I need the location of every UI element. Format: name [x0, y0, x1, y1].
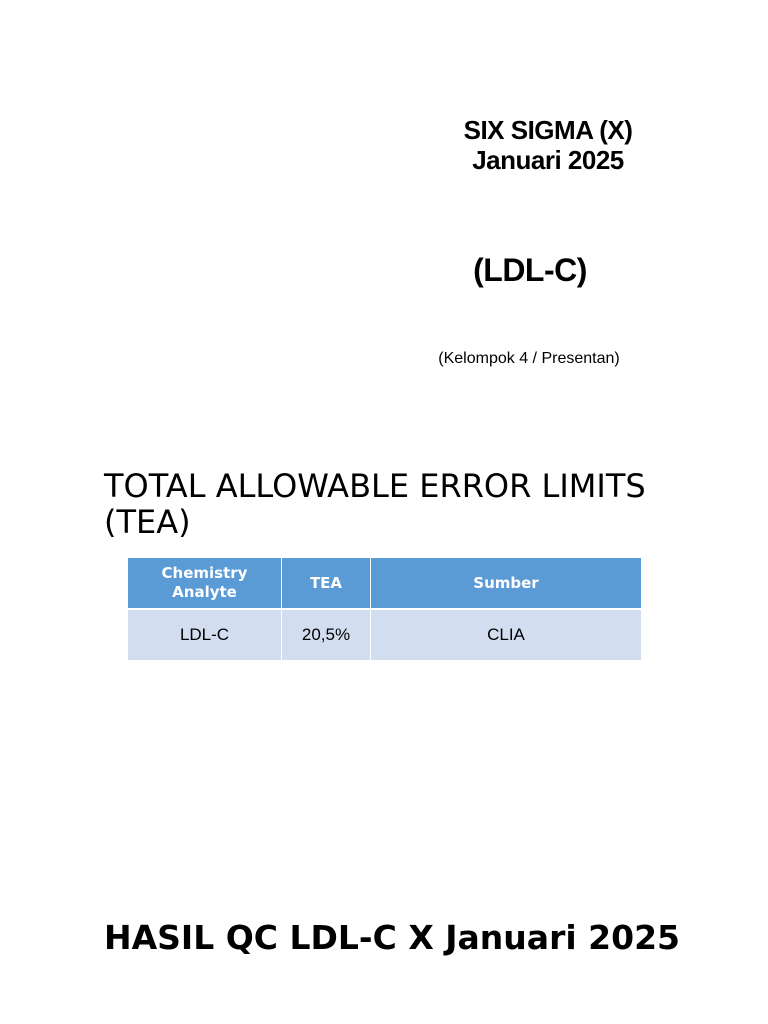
tea-table — [128, 558, 641, 660]
analyte-heading: (LDL-C) — [473, 252, 587, 288]
header-chemistry-analyte: Chemistry Analyte — [128, 558, 282, 609]
table-row — [128, 609, 641, 660]
document-title — [430, 115, 666, 175]
cell-analyte: LDL-C — [128, 609, 282, 660]
cell-sumber: CLIA — [371, 609, 642, 660]
title-line-1: SIX SIGMA (X) — [463, 115, 633, 145]
footer-heading: HASIL QC LDL-C X Januari 2025 — [104, 918, 680, 957]
header-sumber: Sumber — [371, 558, 642, 609]
table-header-row — [128, 558, 641, 609]
group-subtitle: (Kelompok 4 / Presentan) — [438, 350, 620, 367]
cell-tea: 20,5% — [282, 609, 371, 660]
header-tea: TEA — [282, 558, 371, 609]
section-heading-tea: TOTAL ALLOWABLE ERROR LIMITS (TEA) — [104, 467, 646, 541]
title-line-2: Januari 2025 — [472, 145, 624, 175]
